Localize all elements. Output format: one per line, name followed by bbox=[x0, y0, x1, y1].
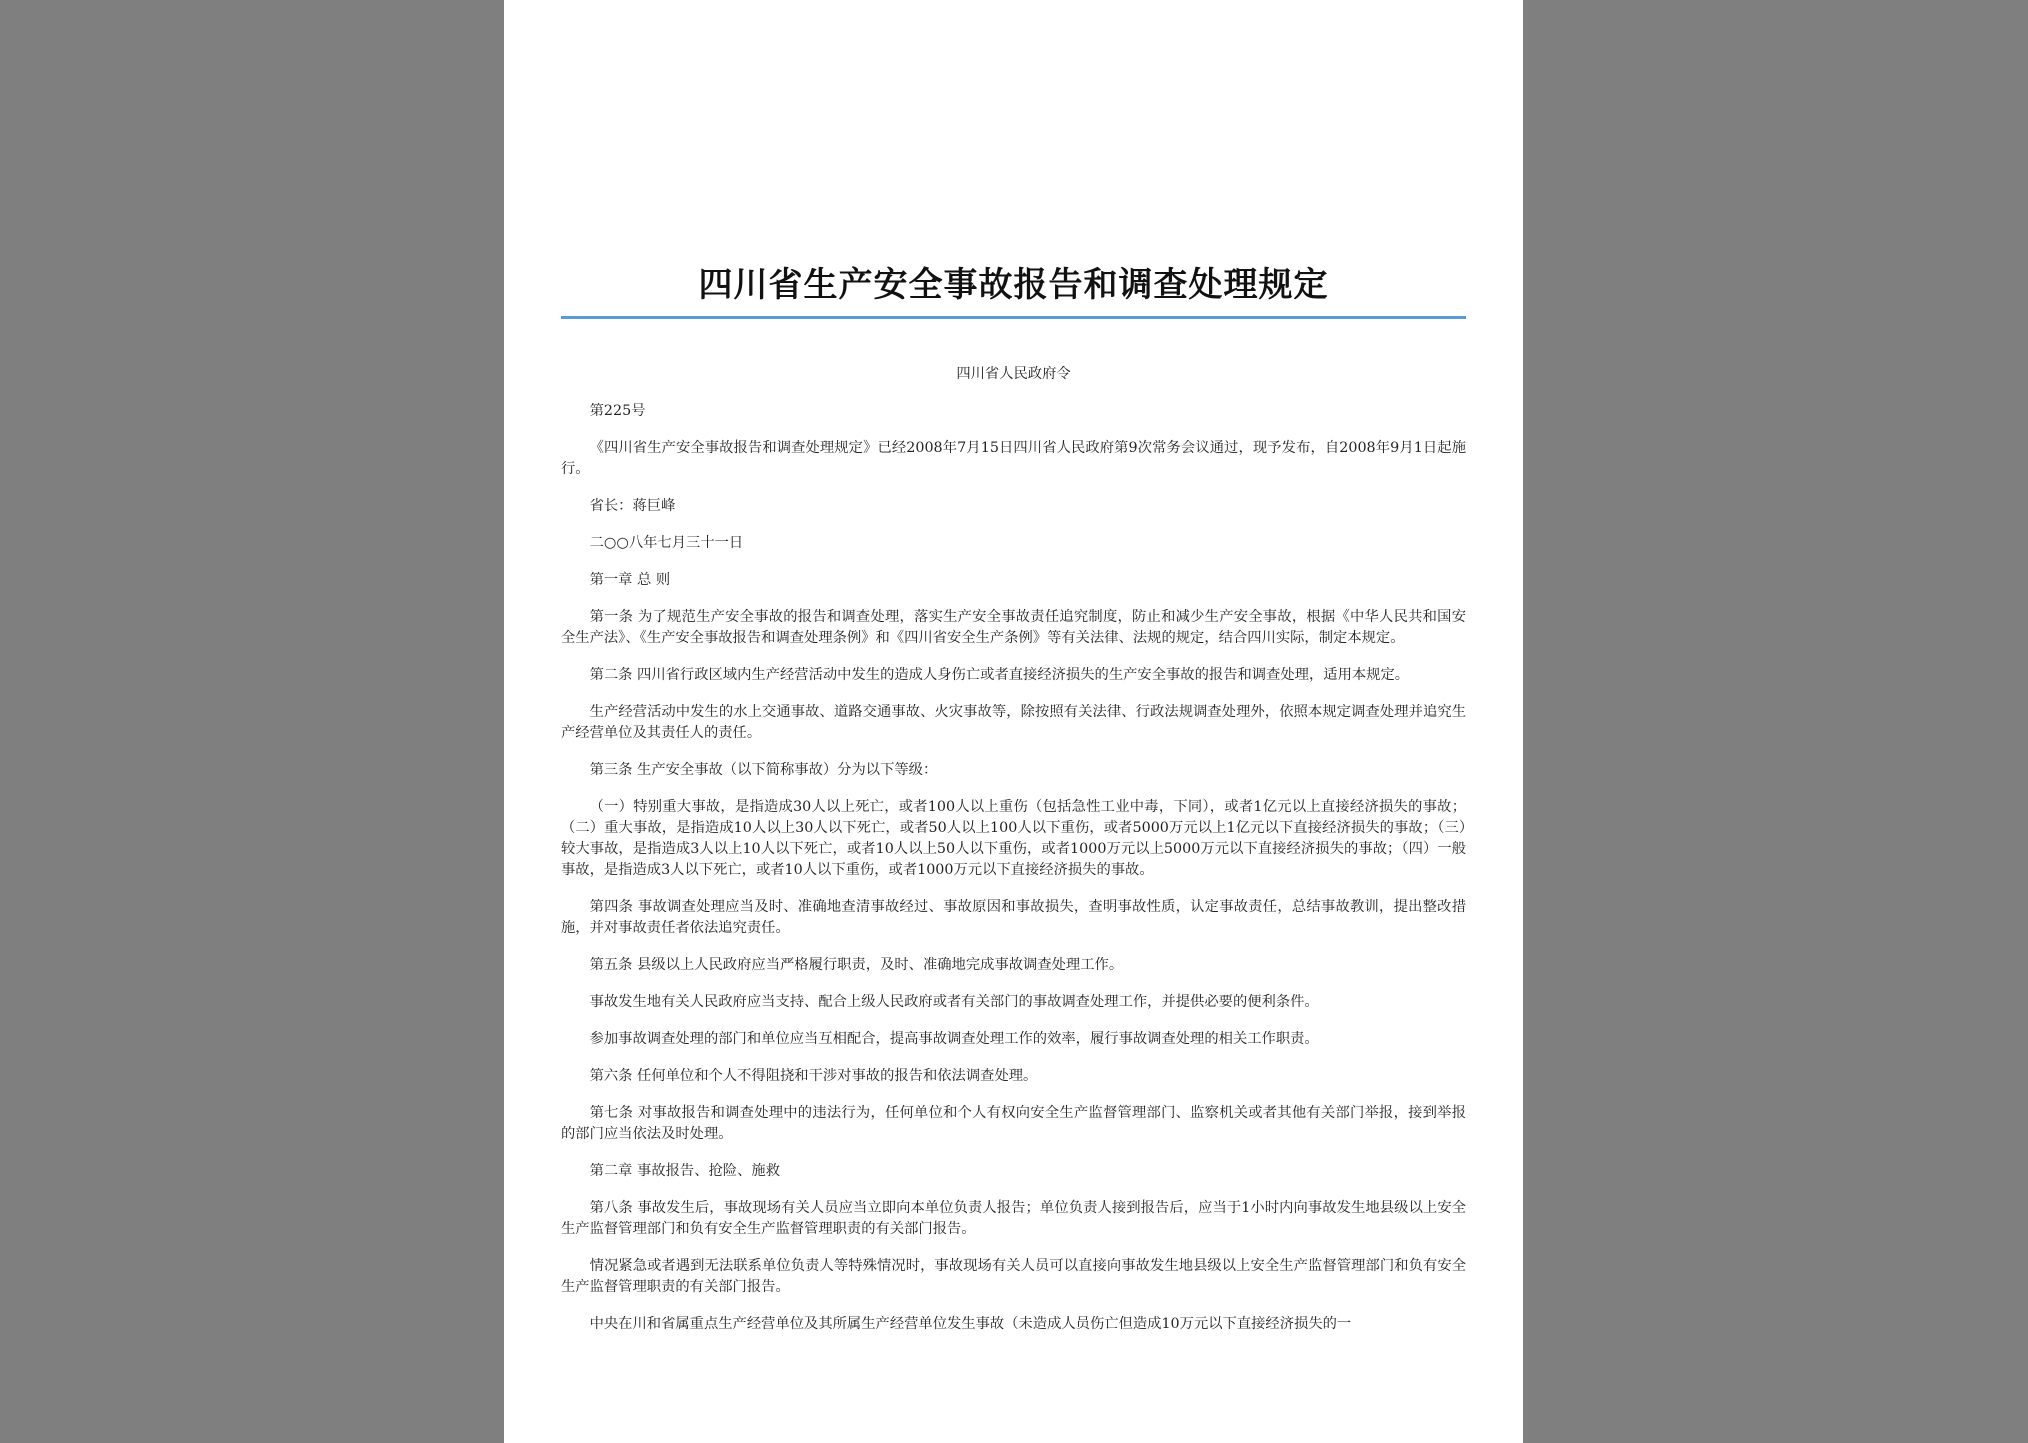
document-body bbox=[561, 364, 1466, 1351]
article-paragraph: 参加事故调查处理的部门和单位应当互相配合，提高事故调查处理工作的效率，履行事故调查处理的相关工作职责。 bbox=[589, 1031, 1319, 1047]
article-paragraph: 中央在川和省属重点生产经营单位及其所属生产经营单位发生事故（未造成人员伤亡但造成10万元以下直接经济损失的一 bbox=[589, 1316, 1352, 1332]
chapter-heading: 第一章 总 则 bbox=[589, 572, 671, 588]
issuer-line: 四川省人民政府令 bbox=[956, 366, 1071, 382]
article-paragraph: （一）特别重大事故，是指造成30人以上死亡，或者100人以上重伤（包括急性工业中毒，下同），或者1亿元以上直接经济损失的事故；（二）重大事故，是指造成10人以上30人以下死亡，或者50人以上100人以下重伤，或者5000万元以上1亿元以下直接经济损失的事故；（三）较大事故，是指造成3人以上10人以下死亡，或者10人以上50人以下重伤，或者1000万元以上5000万元以下直接经济损失的事故；（四）一般事故，是指造成3人以下死亡，或者10人以下重伤，或者1000万元以下直接经济损失的事故。 bbox=[561, 799, 1466, 878]
article-paragraph: 第四条 事故调查处理应当及时、准确地查清事故经过、事故原因和事故损失，查明事故性质，认定事故责任，总结事故教训，提出整改措施，并对事故责任者依法追究责任。 bbox=[561, 899, 1466, 936]
article-paragraph: 情况紧急或者遇到无法联系单位负责人等特殊情况时，事故现场有关人员可以直接向事故发生地县级以上安全生产监督管理部门和负有安全生产监督管理职责的有关部门报告。 bbox=[561, 1258, 1466, 1295]
issue-date: 二○○八年七月三十一日 bbox=[589, 535, 744, 551]
governor-signature: 省长：蒋巨峰 bbox=[589, 498, 676, 514]
article-paragraph: 第六条 任何单位和个人不得阻挠和干涉对事故的报告和依法调查处理。 bbox=[589, 1068, 1038, 1084]
article-paragraph: 生产经营活动中发生的水上交通事故、道路交通事故、火灾事故等，除按照有关法律、行政法规调查处理外，依照本规定调查处理并追究生产经营单位及其责任人的责任。 bbox=[561, 704, 1466, 741]
order-number: 第225号 bbox=[589, 403, 646, 419]
article-paragraph: 第二条 四川省行政区域内生产经营活动中发生的造成人身伤亡或者直接经济损失的生产安全事故的报告和调查处理，适用本规定。 bbox=[589, 667, 1410, 683]
article-paragraph: 第一条 为了规范生产安全事故的报告和调查处理，落实生产安全事故责任追究制度，防止和减少生产安全事故，根据《中华人民共和国安全生产法》、《生产安全事故报告和调查处理条例》和《四川省安全生产条例》等有关法律、法规的规定，结合四川实际，制定本规定。 bbox=[561, 609, 1466, 646]
title-divider bbox=[561, 316, 1466, 319]
article-paragraph: 事故发生地有关人民政府应当支持、配合上级人民政府或者有关部门的事故调查处理工作，并提供必要的便利条件。 bbox=[589, 994, 1319, 1010]
article-paragraph: 第八条 事故发生后，事故现场有关人员应当立即向本单位负责人报告；单位负责人接到报告后，应当于1小时内向事故发生地县级以上安全生产监督管理部门和负有安全生产监督管理职责的有关部门报告。 bbox=[561, 1200, 1466, 1237]
promulgation-paragraph: 《四川省生产安全事故报告和调查处理规定》已经2008年7月15日四川省人民政府第9次常务会议通过，现予发布，自2008年9月1日起施行。 bbox=[561, 440, 1466, 477]
chapter-heading: 第二章 事故报告、抢险、施救 bbox=[589, 1163, 780, 1179]
article-paragraph: 第三条 生产安全事故（以下简称事故）分为以下等级： bbox=[589, 762, 938, 778]
document-page bbox=[504, 0, 1523, 1443]
article-paragraph: 第七条 对事故报告和调查处理中的违法行为，任何单位和个人有权向安全生产监督管理部门、监察机关或者其他有关部门举报，接到举报的部门应当依法及时处理。 bbox=[561, 1105, 1466, 1142]
document-title: 四川省生产安全事故报告和调查处理规定 bbox=[698, 265, 1329, 305]
article-paragraph: 第五条 县级以上人民政府应当严格履行职责，及时、准确地完成事故调查处理工作。 bbox=[589, 957, 1124, 973]
